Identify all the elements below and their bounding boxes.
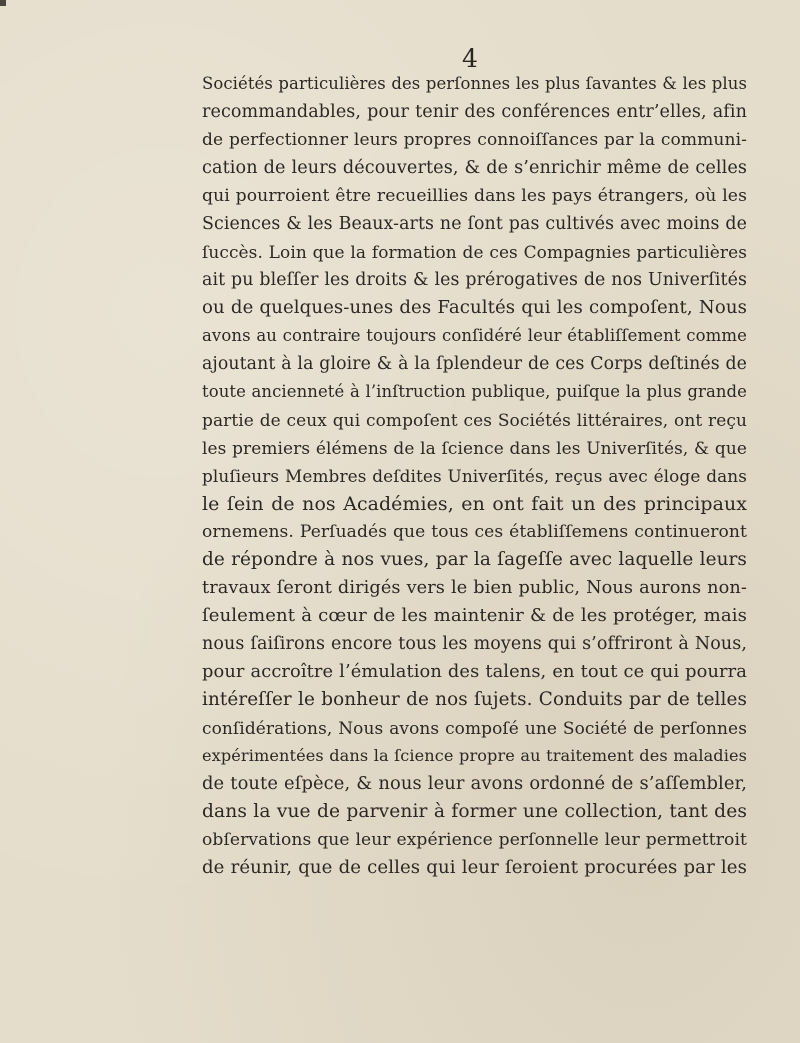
text-line: ſeulement à cœur de les maintenir & de les protéger, mais [202,605,747,626]
text-line: recommandables, pour tenir des conférences entr’elles, afin [202,102,747,122]
text-line: Sociétés particulières des perſonnes les plus ſavantes & les plus [202,74,747,93]
text-line: qui pourroient être recueillies dans les pays étrangers, où les [202,186,747,206]
text-line: de toute eſpèce, & nous leur avons ordonné de s’aſſembler, [202,773,747,794]
text-line: de perfectionner leurs propres connoiſſances par la communi- [202,130,747,150]
text-line: travaux ſeront dirigés vers le bien public, Nous aurons non- [202,578,747,598]
text-line: de réunir, que de celles qui leur ſeroient procurées par les [202,857,747,878]
corner-mark [0,0,6,6]
text-line: conſidérations, Nous avons compoſé une Société de perſonnes [202,718,747,738]
text-line: les premiers élémens de la ſcience dans les Univerſités, & que [202,438,747,458]
page-number: 4 [462,44,478,73]
text-line: ajoutant à la gloire & à la ſplendeur de ces Corps deſtinés de [202,354,747,374]
text-line: ſuccès. Loin que la formation de ces Compagnies particulières [202,242,747,262]
text-line: Sciences & les Beaux-arts ne ſont pas cultivés avec moins de [202,214,747,234]
text-line: intéreſſer le bonheur de nos ſujets. Conduits par de telles [202,689,747,710]
text-line: ou de quelques-unes des Facultés qui les compoſent, Nous [202,297,747,318]
text-line: pour accroître l’émulation des talens, en tout ce qui pourra [202,661,747,682]
text-line: toute ancienneté à l’inſtruction publique, puiſque la plus grande [202,382,747,401]
text-line: cation de leurs découvertes, & de s’enrichir même de celles [202,158,747,178]
text-line: partie de ceux qui compoſent ces Sociétés littéraires, ont reçu [202,410,747,430]
text-line: nous ſaiſirons encore tous les moyens qui s’offriront à Nous, [202,634,747,654]
text-line: avons au contraire toujours conſidéré leur établiſſement comme [202,326,747,345]
body-text [202,70,747,882]
text-line: obſervations que leur expérience perſonnelle leur permettroit [202,830,747,850]
text-line: le ſein de nos Académies, en ont fait un des principaux [202,493,747,515]
text-line: dans la vue de parvenir à former une collection, tant des [202,801,747,822]
text-line: ornemens. Perſuadés que tous ces établiſſemens continueront [202,522,747,542]
text-line: expérimentées dans la ſcience propre au traitement des maladies [202,746,747,765]
text-line: de répondre à nos vues, par la ſageſſe avec laquelle leurs [202,549,747,570]
text-line: pluſieurs Membres deſdites Univerſités, reçus avec éloge dans [202,466,747,486]
text-line: ait pu bleſſer les droits & les prérogatives de nos Univerſités [202,270,747,290]
